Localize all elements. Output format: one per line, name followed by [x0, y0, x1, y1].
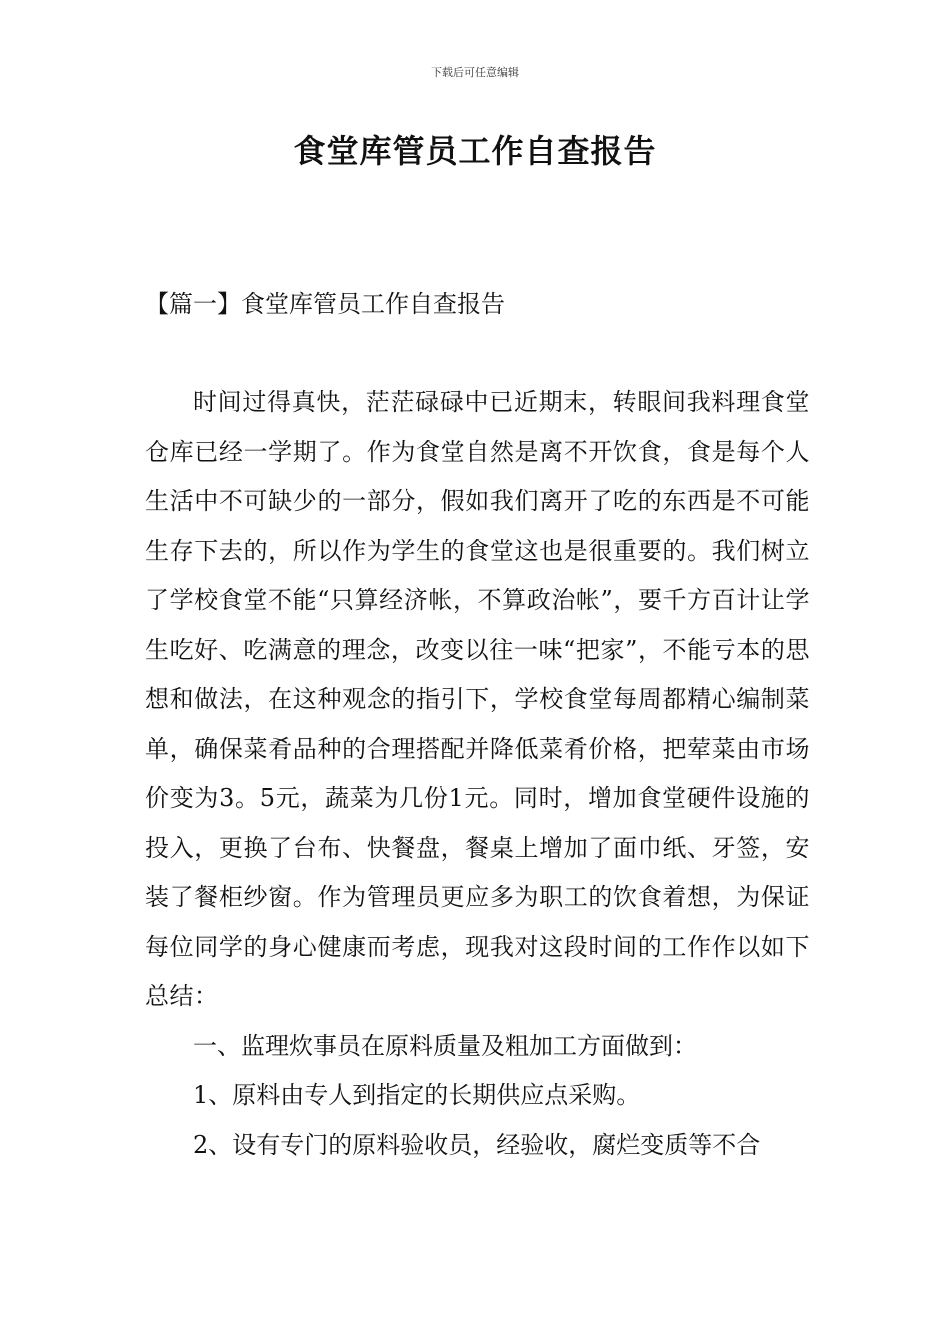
document-body [145, 378, 810, 1170]
list-item: 一、监理炊事员在原料质量及粗加工方面做到： [193, 1031, 697, 1060]
list-item: 2、设有专门的原料验收员，经验收，腐烂变质等不合 [193, 1130, 761, 1159]
list-item: 1、原料由专人到指定的长期供应点采购。 [193, 1081, 641, 1109]
header-note: 下载后可任意编辑 [431, 66, 519, 79]
body-paragraph: 时间过得真快，茫茫碌碌中已近期末，转眼间我料理食堂仓库已经一学期了。作为食堂自然是离不开饮食，食是每个人生活中不可缺少的一部分，假如我们离开了吃的东西是不可能生存下去的，所以作为学生的食堂这也是很重要的。我们树立了学校食堂不能“只算经济帐，不算政治帐”，要千方百计让学生吃好、吃满意的理念，改变以往一味“把家”，不能亏本的思想和做法，在这种观念的指引下，学校食堂每周都精心编制菜单，确保菜肴品种的合理搭配并降低菜肴价格，把荤菜由市场价变为3。5元，蔬菜为几份1元。同时，增加食堂硬件设施的投入，更换了台布、快餐盘，餐桌上增加了面巾纸、牙签，安装了餐柜纱窗。作为管理员更应多为职工的饮食着想，为保证每位同学的身心健康而考虑，现我对这段时间的工作作以如下总结： [145, 388, 810, 1010]
document-title: 食堂库管员工作自查报告 [293, 132, 657, 170]
section-heading: 【篇一】食堂库管员工作自查报告 [145, 290, 505, 318]
